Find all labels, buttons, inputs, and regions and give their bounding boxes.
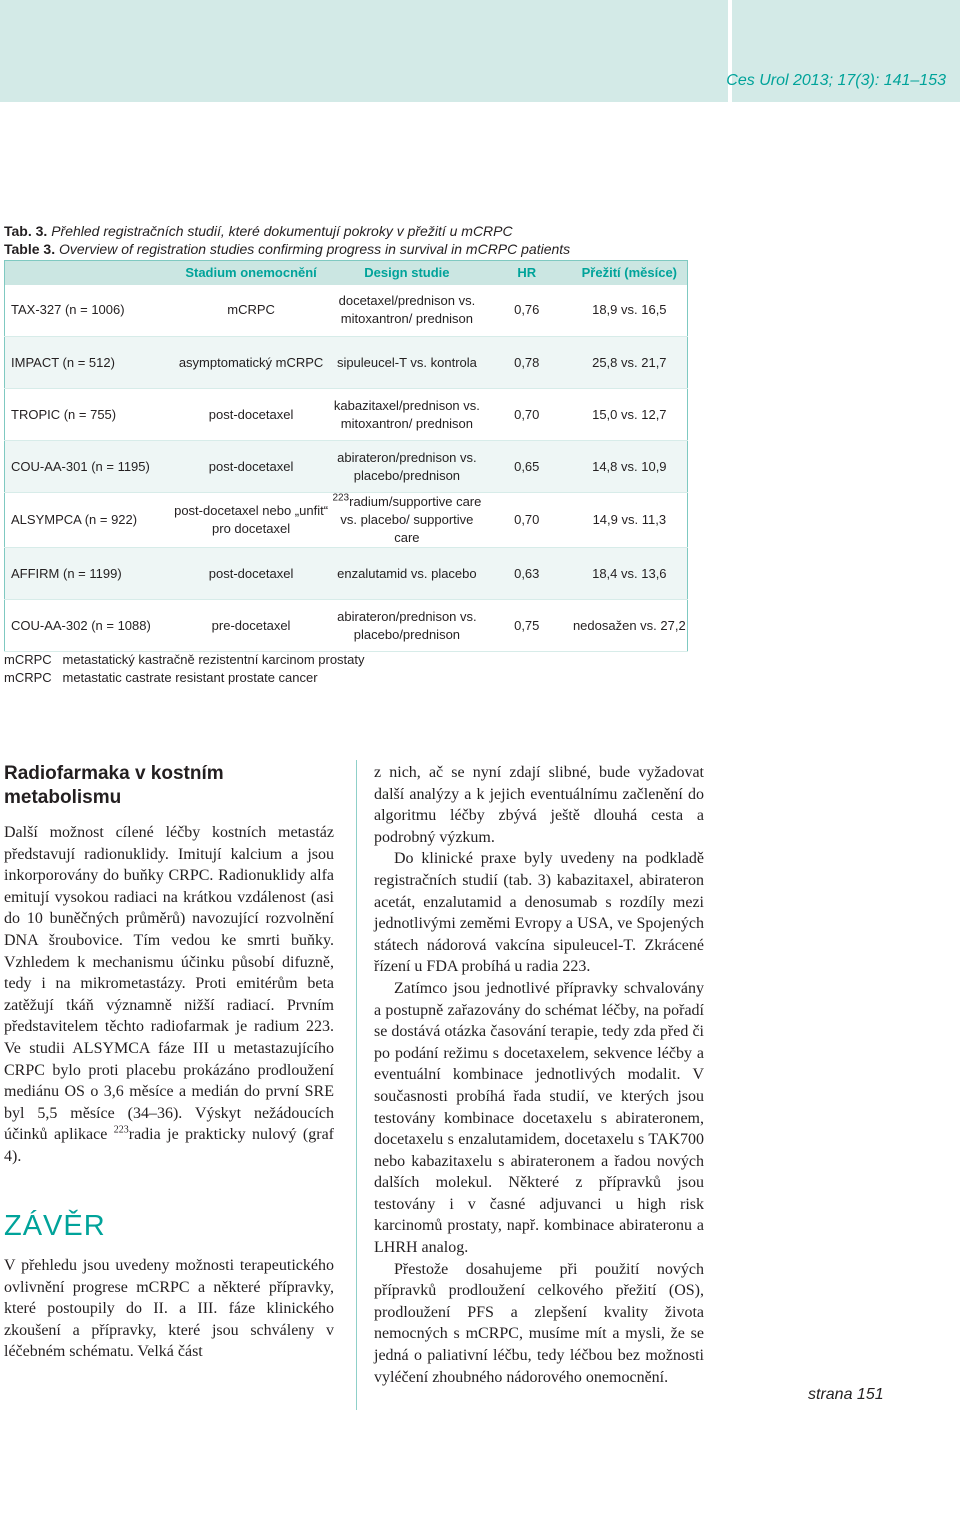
caption-prefix-cz: Tab. 3.	[4, 223, 48, 239]
design-cell	[332, 493, 482, 548]
study-cell: IMPACT (n = 512)	[5, 337, 171, 389]
design-superscript: 223	[332, 492, 350, 504]
stage-cell: pre-docetaxel	[170, 600, 332, 652]
table-row	[5, 389, 688, 441]
design-cell: abirateron/prednison vs. placebo/prednison	[332, 600, 482, 652]
stage-cell: post-docetaxel	[170, 441, 332, 493]
table-header-row	[5, 261, 688, 285]
paragraph: Do klinické praxe byly uvedeny na podkladě registračních studií (tab. 3) kabazitaxel, abirateron acetát, enzalutamid a denosumab s rozdíly mezi jednotlivými zeměmi Evropy a USA, ve Spojených státech nádorová vakcína sipuleucel-T. Zkrácené řízení u FDA probíhá u radia 223.	[374, 850, 704, 976]
header-survival: Přežití (měsíce)	[581, 264, 677, 280]
paragraph	[4, 822, 334, 1168]
table-row	[5, 493, 688, 548]
survival-cell: 25,8 vs. 21,7	[572, 337, 688, 389]
survival-cell: 14,9 vs. 11,3	[572, 493, 688, 548]
stage-cell: mCRPC	[170, 285, 332, 337]
table-row	[5, 285, 688, 337]
superscript: 223	[113, 1124, 129, 1136]
table-row	[5, 600, 688, 652]
abbreviation-en: mCRPC metastatic castrate resistant prostate cancer	[4, 670, 318, 685]
hr-cell: 0,78	[482, 337, 572, 389]
header-hr: HR	[517, 264, 537, 280]
stage-cell: asymptomatický mCRPC	[170, 337, 332, 389]
hr-cell: 0,63	[482, 548, 572, 600]
caption-text-cz: Přehled registračních studií, které dokumentují pokroky v přežití u mCRPC	[51, 223, 513, 239]
study-cell: TAX-327 (n = 1006)	[5, 285, 171, 337]
table-caption-en	[4, 240, 570, 258]
registration-studies-table	[4, 260, 688, 652]
design-cell: abirateron/prednison vs. placebo/prednison	[332, 441, 482, 493]
header-stage: Stadium onemocnění	[185, 264, 317, 280]
design-cell: kabazitaxel/prednison vs. mitoxantron/ prednison	[332, 389, 482, 441]
stage-cell: post-docetaxel	[170, 389, 332, 441]
design-cell: docetaxel/prednison vs. mitoxantron/ prednison	[332, 285, 482, 337]
survival-cell: 18,9 vs. 16,5	[572, 285, 688, 337]
paragraph-text-end: radia je prakticky nulový (graf 4).	[4, 1126, 334, 1165]
survival-cell: 15,0 vs. 12,7	[572, 389, 688, 441]
conclusion-heading: ZÁVĚR	[4, 1209, 106, 1242]
study-cell: COU-AA-302 (n = 1088)	[5, 600, 171, 652]
table-row	[5, 337, 688, 389]
hr-cell: 0,70	[482, 493, 572, 548]
design-cell: enzalutamid vs. placebo	[332, 548, 482, 600]
paragraph: z nich, ač se nyní zdají slibné, bude vyžadovat další analýzy a k jejich eventuálnímu začlenění do algoritmu léčby zbývá ještě dlouhá cesta a podrobný výzkum.	[374, 764, 704, 846]
study-cell: ALSYMPCA (n = 922)	[5, 493, 171, 548]
survival-cell: nedosažen vs. 27,2	[572, 600, 688, 652]
caption-text-en: Overview of registration studies confirming progress in survival in mCRPC patients	[58, 241, 571, 257]
paragraph: Zatímco jsou jednotlivé přípravky schvalovány a postupně zařazovány do schémat léčby, na pořadí se dostává otázka časování terapie, tedy zda před či po podání režimu s docetaxelem, sekvence léčby a eventuální kombinace jednotlivých modalit. V současnosti probíhá řada studií, ve kterých jsou testovány kombinace docetaxelu s abirateronem, docetaxelu s enzalutamidem, docetaxelu s TAK700 nebo kabazitaxelu s abirateronem a řadou nových dalších molekul. Některé z přípravků jsou testovány i v časné adjuvanci u high risk karcinomů prostaty, např. kombinace abirateronu a LHRH analog.	[374, 979, 704, 1257]
journal-reference: Ces Urol 2013; 17(3): 141–153	[726, 72, 946, 89]
hr-cell: 0,70	[482, 389, 572, 441]
abbreviation-cz: mCRPC metastatický kastračně rezistentní karcinom prostaty	[4, 652, 365, 667]
study-cell: COU-AA-301 (n = 1195)	[5, 441, 171, 493]
header-study	[5, 261, 171, 285]
paragraph: Přestože dosahujeme při použití nových přípravků prodloužení celkového přežití (OS), prodloužení PFS a zlepšení kvality života nemocných s mCRPC, musíme mít a mysli, že se jedná o paliativní léčbu, tedy léčbou bez možnosti vyléčení zhoubného nádorového onemocnění.	[374, 1260, 704, 1386]
section-heading: Radiofarmaka v kostním metabolismu	[4, 763, 224, 808]
table-row	[5, 441, 688, 493]
study-cell: AFFIRM (n = 1199)	[5, 548, 171, 600]
hr-cell: 0,75	[482, 600, 572, 652]
caption-prefix-en: Table 3.	[4, 241, 56, 257]
survival-cell: 18,4 vs. 13,6	[572, 548, 688, 600]
stage-cell: post-docetaxel nebo „unfit“ pro docetaxel	[170, 493, 332, 548]
right-column	[374, 762, 704, 1388]
stage-cell: post-docetaxel	[170, 548, 332, 600]
design-text: radium/supportive care vs. placebo/ supportive care	[340, 494, 482, 545]
left-column	[4, 762, 334, 1363]
table-row	[5, 548, 688, 600]
paragraph-text: Další možnost cílené léčby kostních metastáz představují radionuklidy. Imitují kalcium a jsou inkorporovány do buňky CRPC. Radionuklidy alfa emitují vysokou radiaci na krátkou vzdálenost (asi do 10 buněčných průměrů) navozující rozvolnění DNA šroubovice. Tím vedou ke smrti buňky. Vzhledem k mechanismu účinku působí difuzně, tedy i na mikrometastázy. Proti emitérům beta zatěžují tkáň významně nižší radiací. Prvním představitelem těchto radiofarmak je radium 223. Ve studii ALSYMCA fáze III u metastazujícího CRPC bylo proti placebu prokázáno prodloužení mediánu OS o 3,6 měsíce a medián do první SRE byl 5,5 měsíce (34–36). Výskyt nežádoucích účinků aplikace	[4, 824, 334, 1144]
hr-cell: 0,76	[482, 285, 572, 337]
table-caption-cz	[4, 222, 513, 240]
survival-cell: 14,8 vs. 10,9	[572, 441, 688, 493]
study-cell: TROPIC (n = 755)	[5, 389, 171, 441]
page-number: strana 151	[808, 1386, 884, 1403]
hr-cell: 0,65	[482, 441, 572, 493]
design-cell: sipuleucel-T vs. kontrola	[332, 337, 482, 389]
conclusion-paragraph: V přehledu jsou uvedeny možnosti terapeutického ovlivnění progrese mCRPC a některé přípravky, které postoupily do II. a III. fáze klinického zkoušení a přípravky, které jsou schváleny v léčebném schématu. Velká část	[4, 1257, 334, 1361]
column-divider	[356, 760, 357, 1410]
header-design: Design studie	[364, 264, 450, 280]
